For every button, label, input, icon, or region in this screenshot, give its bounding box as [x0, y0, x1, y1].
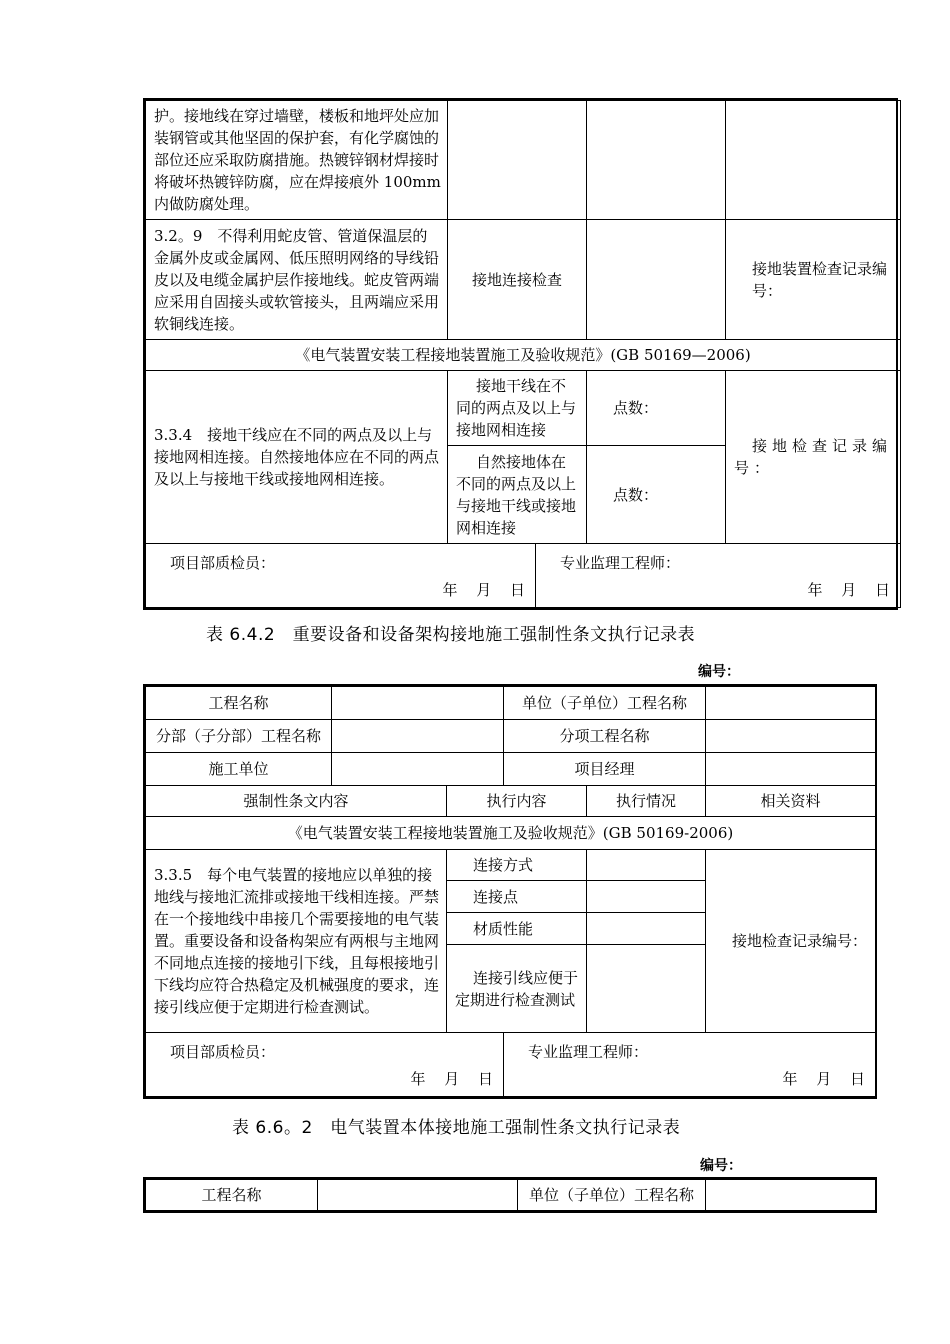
table2-caption: 表 6.4.2 重要设备和设备架构接地施工强制性条文执行记录表	[206, 625, 696, 645]
table2-sign-left-label: 项目部质检员：	[170, 1043, 276, 1061]
table1-row1-ref	[726, 101, 901, 220]
table1-sign-left-label: 项目部质检员：	[170, 554, 276, 572]
table1-row3-status-b: 点数：	[587, 446, 726, 544]
table1-sign-left	[146, 544, 536, 608]
table-3	[143, 1177, 877, 1213]
table2-exec-item-3: 材质性能	[447, 913, 587, 945]
table3-unit-project-value[interactable]	[706, 1180, 876, 1211]
table2-exec-item-4-text: 连接引线应便于定期进行检查测试	[455, 968, 579, 1009]
table1-row2-content: 3.2。9 不得利用蛇皮管、管道保温层的金属外皮或金属网、低压照明网络的导线铅皮以及电缆金属护层作接地线。蛇皮管两端应采用自固接头或软管接头，且两端应采用软铜线连接。	[146, 220, 448, 340]
table2-status-1[interactable]	[587, 850, 706, 881]
table2-sub-project-label: 分部（子分部）工程名称	[146, 720, 332, 753]
table2-item-project-value[interactable]	[706, 720, 876, 753]
table-2	[143, 684, 877, 1099]
table2-status-4[interactable]	[587, 945, 706, 1033]
table2-sub-project-value[interactable]	[332, 720, 504, 753]
table3-project-name-value[interactable]	[318, 1180, 518, 1211]
table-1	[143, 98, 898, 610]
table1-row3-content: 3.3.4 接地干线应在不同的两点及以上与接地网相连接。自然接地体应在不同的两点及以上与接地干线或接地网相连接。	[146, 371, 448, 544]
table2-sign-right-date: 年 月 日	[782, 1070, 866, 1088]
table2-project-name-value[interactable]	[332, 687, 504, 720]
table2-project-name-label: 工程名称	[146, 687, 332, 720]
table1-row2-status	[587, 220, 726, 340]
table1-row1-content: 护。接地线在穿过墙壁，楼板和地坪处应加装钢管或其他坚固的保护套，有化学腐蚀的部位还应采取防腐措施。热镀锌钢材焊接时将破坏热镀锌防腐，应在焊接痕外 100mm 内做防腐处理。	[146, 101, 448, 220]
table2-exec-item-1: 连接方式	[447, 850, 587, 881]
table1-row3-exec-b-text: 自然接地体在不同的两点及以上与接地干线或接地网相连接	[456, 452, 577, 537]
table1-sign-right-date: 年 月 日	[807, 581, 890, 599]
table2-unit-project-label: 单位（子单位）工程名称	[504, 687, 706, 720]
table1-row3-exec-b	[448, 446, 587, 544]
table1-sign-right-label: 专业监理工程师：	[560, 554, 681, 572]
table1-row2-ref-text: 接地装置检查记录编号：	[752, 259, 888, 300]
table1-row2-ref	[726, 220, 901, 340]
table2-status-2[interactable]	[587, 881, 706, 913]
table2-exec-item-2: 连接点	[447, 881, 587, 913]
table2-item-project-label: 分项工程名称	[504, 720, 706, 753]
table2-number-label: 编号：	[698, 664, 740, 680]
table2-exec-item-4	[447, 945, 587, 1033]
table1-row3-ref-text: 接地检查记录编号：	[734, 437, 893, 477]
table3-caption: 表 6.6。2 电气装置本体接地施工强制性条文执行记录表	[232, 1118, 681, 1138]
table2-standard: 《电气装置安装工程接地装置施工及验收规范》(GB 50169-2006)	[146, 817, 876, 850]
table2-sign-right-label: 专业监理工程师：	[528, 1043, 649, 1061]
table3-unit-project-label: 单位（子单位）工程名称	[518, 1180, 706, 1211]
table3-project-name-label: 工程名称	[146, 1180, 318, 1211]
table1-standard: 《电气装置安装工程接地装置施工及验收规范》(GB 50169—2006)	[146, 340, 901, 371]
table2-construction-unit-label: 施工单位	[146, 753, 332, 786]
table2-sign-left	[146, 1033, 504, 1097]
table3-number-label: 编号：	[700, 1158, 742, 1174]
table1-row2-exec: 接地连接检查	[448, 220, 587, 340]
table2-construction-unit-value[interactable]	[332, 753, 504, 786]
table2-header-ref: 相关资料	[706, 786, 876, 817]
table1-row1-status	[587, 101, 726, 220]
table2-project-manager-label: 项目经理	[504, 753, 706, 786]
table2-project-manager-value[interactable]	[706, 753, 876, 786]
table1-sign-right	[536, 544, 901, 608]
table1-row3-ref	[726, 371, 901, 544]
table2-header-content: 强制性条文内容	[146, 786, 447, 817]
table2-unit-project-value[interactable]	[706, 687, 876, 720]
table1-row3-status-a: 点数：	[587, 371, 726, 446]
table1-row3-exec-a	[448, 371, 587, 446]
table2-ref-text: 接地检查记录编号：	[732, 932, 868, 950]
table2-ref	[706, 850, 876, 1033]
table1-sign-left-date: 年 月 日	[442, 581, 525, 599]
table2-sign-left-date: 年 月 日	[410, 1070, 493, 1088]
table2-content: 3.3.5 每个电气装置的接地应以单独的接地线与接地汇流排或接地干线相连接。严禁在一个接地线中串接几个需要接地的电气装置。重要设备和设备构架应有两根与主地网不同地点连接的接地引下线，且每根接地引下线均应符合热稳定及机械强度的要求，连接引线应便于定期进行检查测试。	[146, 850, 447, 1033]
table2-header-status: 执行情况	[587, 786, 706, 817]
table1-row1-exec	[448, 101, 587, 220]
table2-sign-right	[504, 1033, 876, 1097]
table2-header-exec: 执行内容	[447, 786, 587, 817]
table2-status-3[interactable]	[587, 913, 706, 945]
table1-row3-exec-a-text: 接地干线在不同的两点及以上与接地网相连接	[456, 377, 577, 439]
